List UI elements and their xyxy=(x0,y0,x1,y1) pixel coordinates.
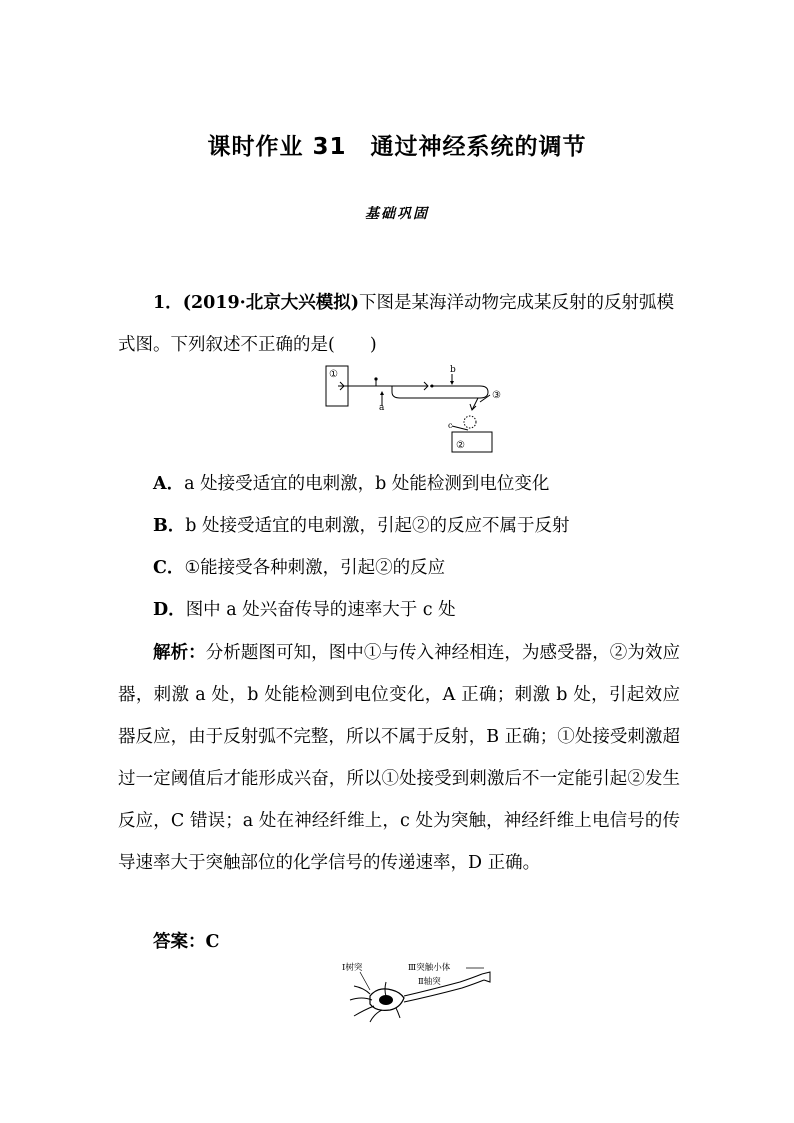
option-d: D．图中 a 处兴奋传导的速率大于 c 处 xyxy=(153,600,456,620)
fig1-label-3: ③ xyxy=(492,390,501,401)
neuron-figure xyxy=(340,960,500,1026)
question-stem xyxy=(118,282,680,366)
fig1-label-b: b xyxy=(450,365,456,375)
page-title: 课时作业 31 通过神经系统的调节 xyxy=(207,134,587,160)
fig1-label-2: ② xyxy=(456,440,465,451)
answer-label: 答案： xyxy=(153,932,206,952)
question-source: (2019·北京大兴模拟) xyxy=(182,293,360,313)
analysis-label: 解析： xyxy=(153,643,206,663)
option-c: C．①能接受各种刺激，引起②的反应 xyxy=(153,558,446,578)
analysis-paragraph xyxy=(118,632,680,884)
fig1-label-1: ① xyxy=(329,369,338,380)
option-a: A．a 处接受适宜的电刺激，b 处能检测到电位变化 xyxy=(153,474,550,494)
option-b: B．b 处接受适宜的电刺激，引起②的反应不属于反射 xyxy=(153,516,570,536)
fig1-label-c: c xyxy=(448,421,453,430)
fig2-label-synaptic-knob: Ⅲ突触小体 xyxy=(408,963,451,973)
question-number: 1． xyxy=(153,293,183,313)
fig2-label-dendrite: Ⅰ树突 xyxy=(342,963,363,973)
answer-value: C xyxy=(205,932,220,952)
section-subtitle: 基础巩固 xyxy=(365,206,429,222)
analysis-text: 分析题图可知，图中①与传入神经相连，为感受器，②为效应器，刺激 a 处，b 处能检测到电位变化，A 正确；刺激 b 处，引起效应器反应，由于反射弧不完整，所以不属于反射，B 正确；①处接受刺激超过一定阈值后才能形成兴奋，所以①处接受到刺激后不一定能引起②发生反应，C 错误；a 处在神经纤维上，c 处为突触，神经纤维上电信号的传导速率大于突触部位的化学信号的传递速率，D 正确。 xyxy=(118,643,681,873)
question-text: 下图是某海洋动物完成某反射的反射弧模式图。下列叙述不正确的是( ) xyxy=(118,293,675,355)
fig2-label-axon: Ⅱ轴突 xyxy=(418,977,441,987)
fig1-label-a: a xyxy=(379,403,385,413)
answer-line xyxy=(153,928,219,953)
reflex-arc-figure xyxy=(320,360,500,456)
